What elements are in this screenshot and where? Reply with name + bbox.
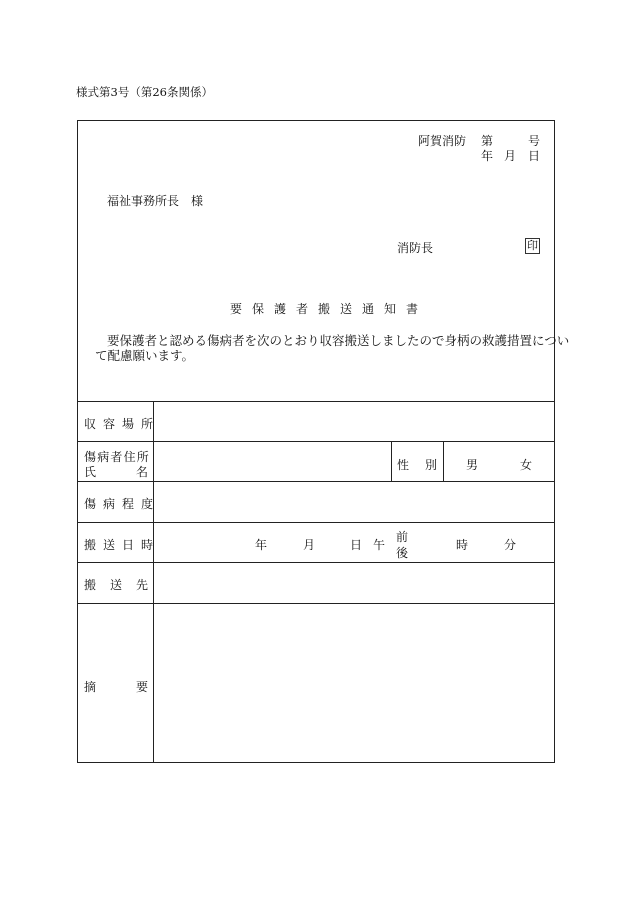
date-year: 年: [481, 149, 494, 163]
sex-label-2: 別: [425, 458, 438, 472]
datetime-month: 月: [303, 538, 316, 552]
datetime-hour: 時: [456, 538, 469, 552]
severity-label: 傷病程度: [84, 497, 161, 511]
row-divider: [77, 441, 555, 442]
date-day: 日: [528, 149, 541, 163]
transport-datetime-label: 搬送日時: [84, 538, 161, 552]
patient-name-label-2: 名: [136, 465, 149, 479]
number-suffix: 号: [528, 134, 541, 148]
summary-label-1: 摘: [84, 680, 97, 694]
destination-label-3: 先: [136, 578, 149, 592]
addressee: 福祉事務所長 様: [107, 194, 204, 208]
body-text-line1: 要保護者と認める傷病者を次のとおり収容搬送しましたので身柄の救護措置につい: [107, 333, 570, 348]
patient-address-label: 傷病者住所: [84, 450, 151, 464]
sex-column-divider: [443, 441, 444, 481]
form-number: 様式第3号（第26条関係）: [76, 85, 213, 99]
row-divider: [77, 481, 555, 482]
row-divider: [77, 401, 555, 402]
seal-stamp: 印: [527, 239, 538, 252]
admission-place-label: 収容場所: [84, 417, 161, 431]
number-prefix: 第: [481, 134, 494, 148]
row-divider: [77, 603, 555, 604]
summary-label-2: 要: [136, 680, 149, 694]
datetime-minute: 分: [504, 538, 517, 552]
label-column-divider: [153, 401, 154, 763]
sender-title: 消防長: [397, 241, 434, 255]
datetime-pm: 後: [396, 546, 409, 560]
sex-female: 女: [520, 458, 533, 472]
destination-label-1: 搬: [84, 578, 97, 592]
document-title: 要保護者搬送通知書: [230, 302, 429, 316]
body-text-line2: て配慮願います。: [95, 348, 195, 363]
patient-name-label-1: 氏: [84, 465, 97, 479]
issuer-label: 阿賀消防: [418, 134, 467, 148]
date-month: 月: [504, 149, 517, 163]
destination-label-2: 送: [110, 578, 123, 592]
row-divider: [77, 562, 555, 563]
datetime-noon: 午: [373, 538, 386, 552]
datetime-year: 年: [255, 538, 268, 552]
sex-label-1: 性: [397, 458, 410, 472]
datetime-am: 前: [396, 530, 409, 544]
sex-male: 男: [466, 458, 479, 472]
sex-column-divider: [391, 441, 392, 481]
datetime-day: 日: [350, 538, 363, 552]
row-divider: [77, 522, 555, 523]
